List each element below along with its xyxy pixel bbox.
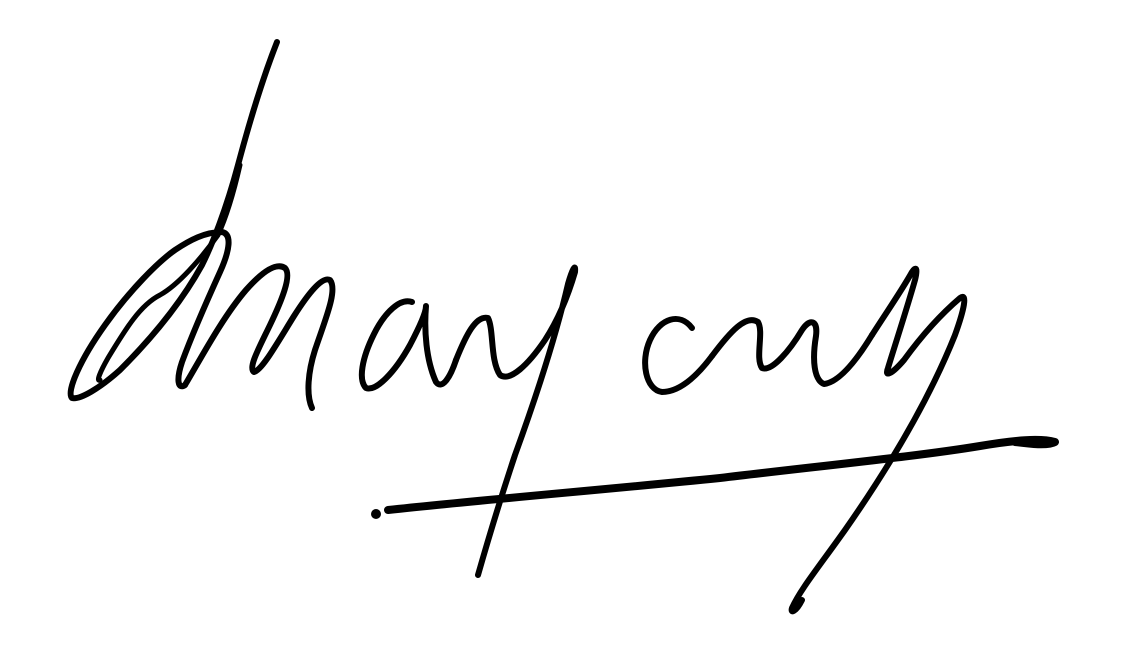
signature-stroke-c bbox=[645, 319, 712, 392]
signature-stroke-y-descender bbox=[456, 268, 575, 575]
signature-dot bbox=[371, 509, 381, 519]
signature-stroke-a-loop bbox=[362, 301, 456, 388]
signature-strokes bbox=[71, 42, 1055, 611]
signature-stroke-m-hump-1 bbox=[185, 266, 332, 408]
signature-underline bbox=[388, 440, 1055, 510]
signature-stroke-u-hump bbox=[712, 320, 872, 384]
signature-stroke-final-y bbox=[792, 269, 965, 612]
signature-stroke-ascender bbox=[71, 42, 277, 398]
